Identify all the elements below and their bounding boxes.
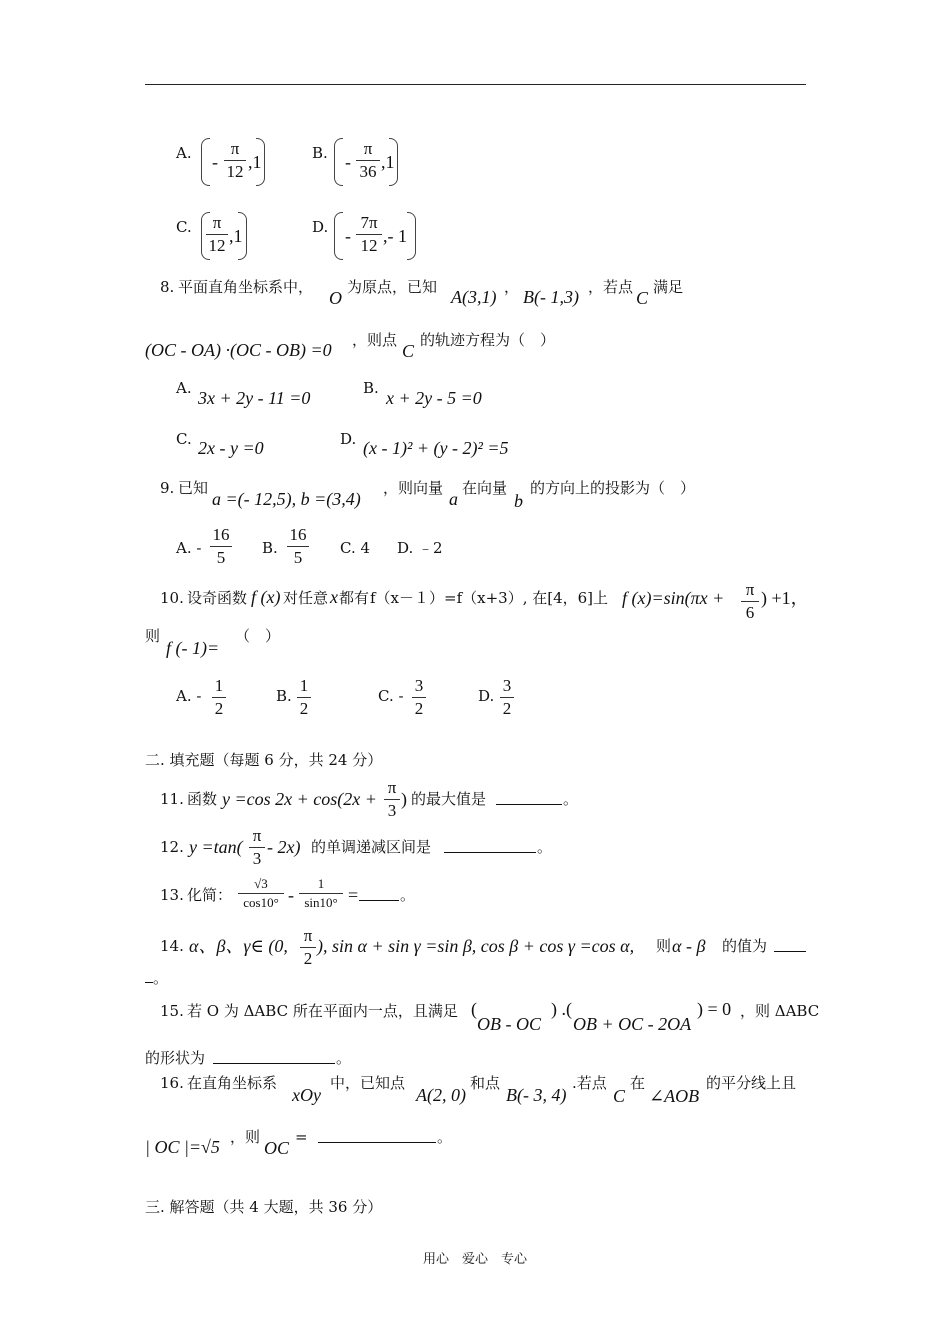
question-number: 14. bbox=[160, 937, 184, 955]
numerator: 1 bbox=[317, 876, 325, 891]
point-a: A(2, 0) bbox=[416, 1085, 466, 1105]
question-number: 12. bbox=[160, 838, 184, 856]
point-b: B(- 3, 4) bbox=[506, 1085, 567, 1105]
option-a-label: A. - bbox=[176, 687, 202, 705]
point-o: O bbox=[329, 288, 342, 308]
question-text: 在 bbox=[630, 1074, 646, 1092]
question-text: 的单调递减区间是 bbox=[311, 838, 432, 856]
denominator: cos10° bbox=[243, 895, 279, 910]
question-text: 平面直角坐标系中， bbox=[178, 278, 314, 296]
question-text: ，则 bbox=[230, 1128, 261, 1146]
question-text: 的方向上的投影为（ ） bbox=[530, 479, 696, 497]
fraction bbox=[500, 676, 514, 719]
denominator: 36 bbox=[359, 162, 377, 181]
option-a-label: A. bbox=[176, 379, 192, 397]
denominator: sin10° bbox=[304, 895, 338, 910]
numerator: 7π bbox=[360, 213, 378, 232]
fraction bbox=[412, 676, 426, 719]
point-c: C bbox=[402, 341, 415, 361]
numerator: π bbox=[387, 778, 397, 797]
numerator: π bbox=[363, 139, 373, 158]
period: 。 bbox=[437, 1128, 453, 1146]
point-b: B(- 1,3) bbox=[523, 287, 579, 307]
vector-expression-1: OB - OC bbox=[477, 1014, 541, 1034]
coordinate-system: xOy bbox=[292, 1085, 321, 1105]
question-text: 满足 bbox=[653, 278, 684, 296]
numerator: 16 bbox=[212, 525, 230, 544]
vector-oc: OC bbox=[264, 1138, 290, 1158]
question-text: ，则点 bbox=[352, 331, 398, 349]
paren-left bbox=[334, 138, 343, 186]
period: 。 bbox=[563, 790, 579, 808]
fraction bbox=[297, 676, 311, 719]
point-c: C bbox=[613, 1086, 626, 1106]
paren-open: ( bbox=[471, 999, 477, 1019]
equals-sign: = bbox=[295, 1128, 308, 1146]
section-2-title: 二. 填充题（每题 6 分，共 24 分） bbox=[145, 751, 383, 769]
denominator: 5 bbox=[216, 548, 226, 567]
question-number: 11. bbox=[160, 790, 184, 808]
question-number: 13. bbox=[160, 886, 184, 904]
option-c-label: C. bbox=[176, 430, 192, 448]
numerator: 1 bbox=[299, 676, 309, 695]
vector-b: b bbox=[514, 491, 523, 511]
question-number: 9. bbox=[160, 479, 175, 497]
period: 。 bbox=[537, 838, 553, 856]
denominator: 2 bbox=[214, 699, 224, 718]
question-text: 则 bbox=[145, 627, 161, 645]
question-text: 函数 bbox=[187, 790, 218, 808]
minus-sign: - bbox=[212, 152, 218, 172]
fraction bbox=[384, 778, 400, 821]
option-d-label: D. bbox=[340, 430, 357, 448]
option-b-answer: x + 2y - 5 =0 bbox=[386, 388, 482, 408]
numerator: 3 bbox=[502, 676, 512, 695]
equals-zero: ) = 0 bbox=[697, 999, 732, 1019]
question-text: ，若点 bbox=[588, 278, 634, 296]
denominator: 2 bbox=[414, 699, 424, 718]
question-number: 15. bbox=[160, 1002, 184, 1020]
minus-sign: - bbox=[345, 152, 351, 172]
answer-blank[interactable] bbox=[318, 1128, 436, 1143]
vector-a: a bbox=[449, 489, 458, 509]
question-text: ，则向量 bbox=[383, 479, 444, 497]
question-number: 10. bbox=[160, 589, 184, 607]
option-b-label: B. bbox=[363, 379, 379, 397]
question-text: ，则 ΔABC bbox=[740, 1002, 820, 1020]
denominator: 6 bbox=[745, 603, 755, 622]
equals-sign: = bbox=[348, 885, 359, 905]
denominator: 12 bbox=[226, 162, 244, 181]
question-number: 16. bbox=[160, 1074, 184, 1092]
question-text: .若点 bbox=[572, 1074, 607, 1092]
question-text: 的形状为 bbox=[145, 1049, 206, 1067]
question-text: 的最大值是 bbox=[411, 790, 487, 808]
denominator: 12 bbox=[360, 236, 378, 255]
option-c-answer: 2x - y =0 bbox=[198, 438, 264, 458]
function-expression: y =cos 2x + cos(2x + bbox=[222, 789, 377, 809]
question-text: 和点 bbox=[470, 1074, 501, 1092]
fraction bbox=[356, 139, 380, 182]
paren-right bbox=[256, 138, 265, 186]
value-1: ,1 bbox=[381, 152, 395, 172]
fraction bbox=[741, 580, 759, 623]
minus-sign: - bbox=[345, 226, 351, 246]
fraction bbox=[224, 139, 246, 182]
point-a: A(3,1) bbox=[451, 287, 497, 307]
variable-x: x bbox=[330, 587, 338, 607]
function-expression-tail: - 2x) bbox=[267, 837, 301, 857]
angle-aob: ∠AOB bbox=[649, 1086, 700, 1106]
function-fx: f (x) bbox=[251, 587, 281, 607]
condition-expression: (OC - OA) ·(OC - OB) =0 bbox=[145, 340, 332, 360]
denominator: 2 bbox=[502, 699, 512, 718]
denominator: 2 bbox=[299, 699, 309, 718]
question-text: 中，已知点 bbox=[330, 1074, 406, 1092]
numerator: π bbox=[230, 139, 240, 158]
function-expression-tail: ) +1， bbox=[761, 588, 809, 608]
point-c: C bbox=[636, 288, 649, 308]
question-number: 8. bbox=[160, 278, 175, 296]
question-text: （ ） bbox=[235, 627, 281, 645]
q7-option-a-label: A. bbox=[176, 144, 192, 162]
fraction bbox=[206, 213, 228, 256]
numerator: π bbox=[252, 826, 262, 845]
function-expression: f (x)=sin(πx + bbox=[622, 588, 725, 608]
answer-blank[interactable] bbox=[774, 937, 806, 952]
fraction bbox=[212, 676, 226, 719]
question-text: 对任意 bbox=[283, 589, 329, 607]
option-d-answer: (x - 1)² + (y - 2)² =5 bbox=[363, 438, 509, 458]
question-text: 已知 bbox=[178, 479, 209, 497]
fraction bbox=[356, 213, 382, 256]
trig-expression: ), sin α + sin γ =sin β, cos β + cos γ =cos α, bbox=[317, 936, 635, 956]
denominator: 3 bbox=[387, 801, 397, 820]
function-expression-tail: ) bbox=[401, 789, 407, 809]
option-c: C. 4 bbox=[340, 539, 371, 557]
option-b-label: B. bbox=[262, 539, 278, 557]
value-minus-1: ,- 1 bbox=[383, 226, 407, 246]
question-text: 为原点，已知 bbox=[347, 278, 438, 296]
fraction bbox=[300, 926, 316, 969]
period: 。 bbox=[153, 969, 169, 987]
difference-expression: α - β bbox=[672, 936, 706, 956]
option-c-label: C. - bbox=[378, 687, 404, 705]
denominator: 2 bbox=[303, 949, 313, 968]
option-b-label: B. bbox=[276, 687, 292, 705]
question-text: 的值为 bbox=[722, 937, 768, 955]
fraction bbox=[287, 525, 309, 568]
numerator: π bbox=[303, 926, 313, 945]
answer-blank[interactable] bbox=[359, 886, 399, 901]
value-1: ,1 bbox=[248, 152, 262, 172]
option-d: D. ﹣2 bbox=[397, 539, 443, 557]
question-text: f（x－１）=f（x+3）, 在[4，6]上 bbox=[370, 589, 609, 607]
q7-option-c-label: C. bbox=[176, 218, 192, 236]
numerator: π bbox=[212, 213, 222, 232]
q7-option-d-label: D. bbox=[312, 218, 329, 236]
question-text: 设奇函数 bbox=[187, 589, 248, 607]
header-rule bbox=[145, 84, 806, 85]
denominator: 5 bbox=[293, 548, 303, 567]
question-text: 则 bbox=[656, 937, 672, 955]
question-text: 在直角坐标系 bbox=[187, 1074, 278, 1092]
question-text: ， bbox=[504, 278, 520, 296]
numerator: 16 bbox=[289, 525, 307, 544]
minus-sign: - bbox=[288, 885, 294, 905]
magnitude-expression: | OC |=√5 bbox=[145, 1137, 220, 1157]
option-a-label: A. - bbox=[176, 539, 202, 557]
fraction bbox=[299, 876, 343, 911]
question-text: 的平分线上且 bbox=[706, 1074, 797, 1092]
answer-blank-continued[interactable] bbox=[145, 968, 153, 983]
question-text: 化简： bbox=[187, 886, 233, 904]
question-text: 都有 bbox=[339, 589, 370, 607]
function-expression: y =tan( bbox=[189, 837, 243, 857]
vector-expression: a =(- 12,5), b =(3,4) bbox=[212, 489, 361, 509]
denominator: 3 bbox=[252, 849, 262, 868]
angle-expression: α、β、γ∈ (0, bbox=[189, 936, 288, 956]
value-1: ,1 bbox=[229, 226, 243, 246]
denominator: 12 bbox=[208, 236, 226, 255]
numerator: 1 bbox=[214, 676, 224, 695]
numerator: 3 bbox=[414, 676, 424, 695]
question-text: 的轨迹方程为（ ） bbox=[420, 331, 556, 349]
fraction bbox=[249, 826, 265, 869]
paren-left bbox=[334, 212, 343, 260]
dot-product: ) .( bbox=[551, 999, 572, 1019]
numerator: √3 bbox=[254, 876, 268, 891]
fraction bbox=[210, 525, 232, 568]
question-text: 在向量 bbox=[462, 479, 508, 497]
value-expression: f (- 1)= bbox=[166, 638, 220, 658]
page-footer: 用心 爱心 专心 bbox=[422, 1252, 527, 1267]
paren-right bbox=[389, 138, 398, 186]
fraction bbox=[238, 876, 284, 911]
period: 。 bbox=[400, 886, 416, 904]
paren-left bbox=[201, 138, 210, 186]
section-3-title: 三. 解答题（共 4 大题，共 36 分） bbox=[145, 1198, 383, 1216]
vector-expression-2: OB + OC - 2OA bbox=[573, 1014, 692, 1034]
paren-right bbox=[238, 212, 247, 260]
option-a-answer: 3x + 2y - 11 =0 bbox=[198, 388, 311, 408]
answer-blank[interactable] bbox=[213, 1049, 335, 1064]
numerator: π bbox=[745, 580, 755, 599]
option-d-label: D. bbox=[478, 687, 495, 705]
answer-blank[interactable] bbox=[496, 790, 562, 805]
question-text: 若 O 为 ΔABC 所在平面内一点，且满足 bbox=[187, 1002, 458, 1020]
answer-blank[interactable] bbox=[444, 838, 536, 853]
period: 。 bbox=[336, 1049, 352, 1067]
paren-right bbox=[407, 212, 416, 260]
q7-option-b-label: B. bbox=[312, 144, 328, 162]
